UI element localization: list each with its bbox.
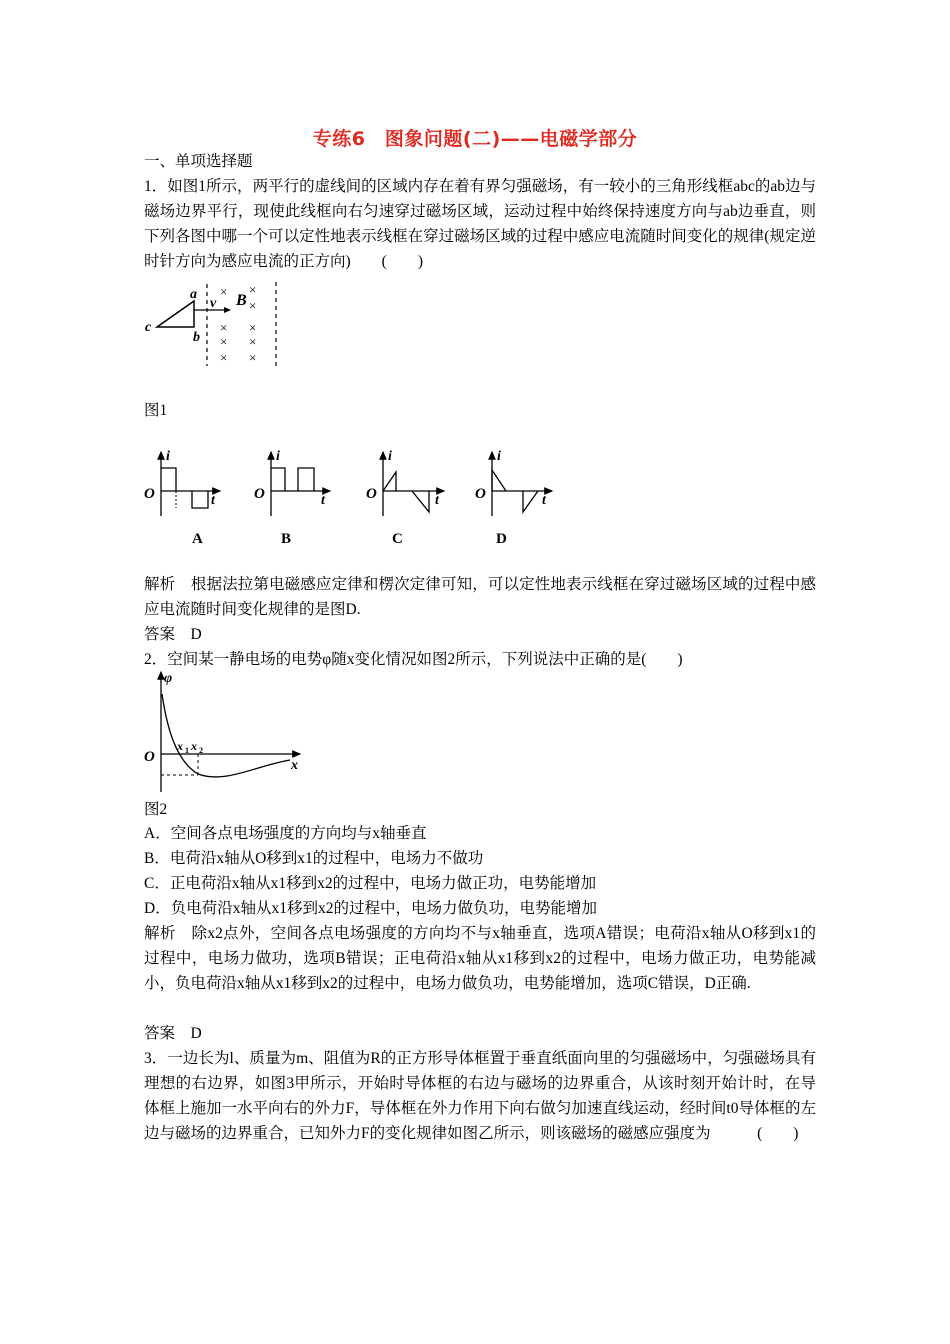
label-x2: x xyxy=(191,739,197,753)
figure-2-diagram xyxy=(140,668,310,796)
label-x2-sub: 2 xyxy=(199,746,203,755)
axis-i-label: i xyxy=(166,449,170,464)
option-d-graph xyxy=(475,449,552,547)
question-1-text: 1．如图1所示，两平行的虚线间的区域内存在着有界匀强磁场，有一较小的三角形线框abc的ab边与磁场边界平行，现使此线框向右匀速穿过磁场区域，运动过程中始终保持速度方向与ab边垂直，则下列各图中哪一个可以定性地表示线框在穿过磁场区域的过程中感应电流随时间变化的规律(规定逆时针方向为感应电流的正方向) ( ) xyxy=(144,178,816,270)
question-1-answer: 答案 D xyxy=(144,626,202,643)
section-heading: 一、单项选择题 xyxy=(144,153,253,170)
origin-label: O xyxy=(475,486,486,502)
question-2-analysis: 解析 除x2点外，空间各点电场强度的方向均不与x轴垂直，选项A错误；电荷沿x轴从O移到x1的过程中，电场力做功，选项B错误；正电荷沿x轴从x1移到x2的过程中，电场力做正功，电势能减小，负电荷沿x轴从x1移到x2的过程中，电场力做负功，电势能增加，选项C错误，D正确. xyxy=(144,925,816,992)
question-2-text: 2．空间某一静电场的电势φ随x变化情况如图2所示，下列说法中正确的是( ) xyxy=(144,651,683,668)
option-b-graph xyxy=(254,449,330,547)
figure-2-caption: 图2 xyxy=(144,801,168,818)
figure-1-diagram xyxy=(140,278,290,370)
axis-i-label: i xyxy=(388,449,392,464)
cross: × xyxy=(249,334,257,349)
origin-label: O xyxy=(366,486,377,502)
label-B: B xyxy=(236,292,247,309)
figure-1-options xyxy=(140,446,560,548)
label-a: a xyxy=(190,287,197,302)
label-b: b xyxy=(193,330,200,345)
axis-x-label: x xyxy=(291,758,298,773)
label-phi: φ xyxy=(164,671,173,686)
figure-1-caption: 图1 xyxy=(144,402,168,419)
axis-t-label: t xyxy=(211,493,215,508)
triangle-frame xyxy=(157,301,194,327)
page-title: 专练6 图象问题(二)——电磁学部分 xyxy=(312,128,638,150)
question-2-option-d: D．负电荷沿x轴从x1移到x2的过程中，电场力做负功，电势能增加 xyxy=(144,900,597,917)
option-c-label: C xyxy=(392,531,403,547)
axis-t-label: t xyxy=(435,493,439,508)
cross: × xyxy=(220,320,228,335)
question-2-answer: 答案 D xyxy=(144,1025,202,1042)
origin-label: O xyxy=(144,749,155,765)
label-x1-sub: 1 xyxy=(185,746,189,755)
cross: × xyxy=(220,334,228,349)
origin-label: O xyxy=(254,486,265,502)
question-2-option-a: A．空间各点电场强度的方向均与x轴垂直 xyxy=(144,825,427,842)
question-2-option-c: C．正电荷沿x轴从x1移到x2的过程中，电场力做正功，电势能增加 xyxy=(144,875,597,892)
axis-t-label: t xyxy=(321,493,325,508)
label-c: c xyxy=(145,320,152,335)
potential-curve xyxy=(162,694,290,777)
cross: × xyxy=(249,298,257,313)
question-1-analysis: 解析 根据法拉第电磁感应定律和楞次定律可知，可以定性地表示线框在穿过磁场区域的过程中感应电流随时间变化规律的是图D. xyxy=(144,576,816,618)
question-3-text: 3．一边长为l、质量为m、阻值为R的正方形导体框置于垂直纸面向里的匀强磁场中，匀强磁场具有理想的右边界，如图3甲所示，开始时导体框的右边与磁场的边界重合，从该时刻开始计时，在导体框上施加一水平向右的外力F，导体框在外力作用下向右做匀加速直线运动，经时间t0导体框的左边与磁场的边界重合，已知外力F的变化规律如图乙所示，则该磁场的磁感应强度为 ( ) xyxy=(144,1050,816,1142)
question-2-option-b: B．电荷沿x轴从O移到x1的过程中，电场力不做功 xyxy=(144,850,484,867)
option-d-label: D xyxy=(496,531,507,547)
axis-i-label: i xyxy=(497,449,501,464)
axis-i-label: i xyxy=(276,449,280,464)
cross: × xyxy=(249,320,257,335)
option-c-graph xyxy=(366,449,444,547)
axis-t-label: t xyxy=(542,493,546,508)
cross: × xyxy=(249,350,257,365)
cross: × xyxy=(220,350,228,365)
option-b-label: B xyxy=(281,531,292,547)
option-a-graph xyxy=(144,449,220,547)
origin-label: O xyxy=(144,486,155,502)
label-v: v xyxy=(210,296,217,311)
label-x1: x xyxy=(177,739,183,753)
option-a-label: A xyxy=(192,531,203,547)
cross: × xyxy=(249,282,257,297)
cross: × xyxy=(220,284,228,299)
